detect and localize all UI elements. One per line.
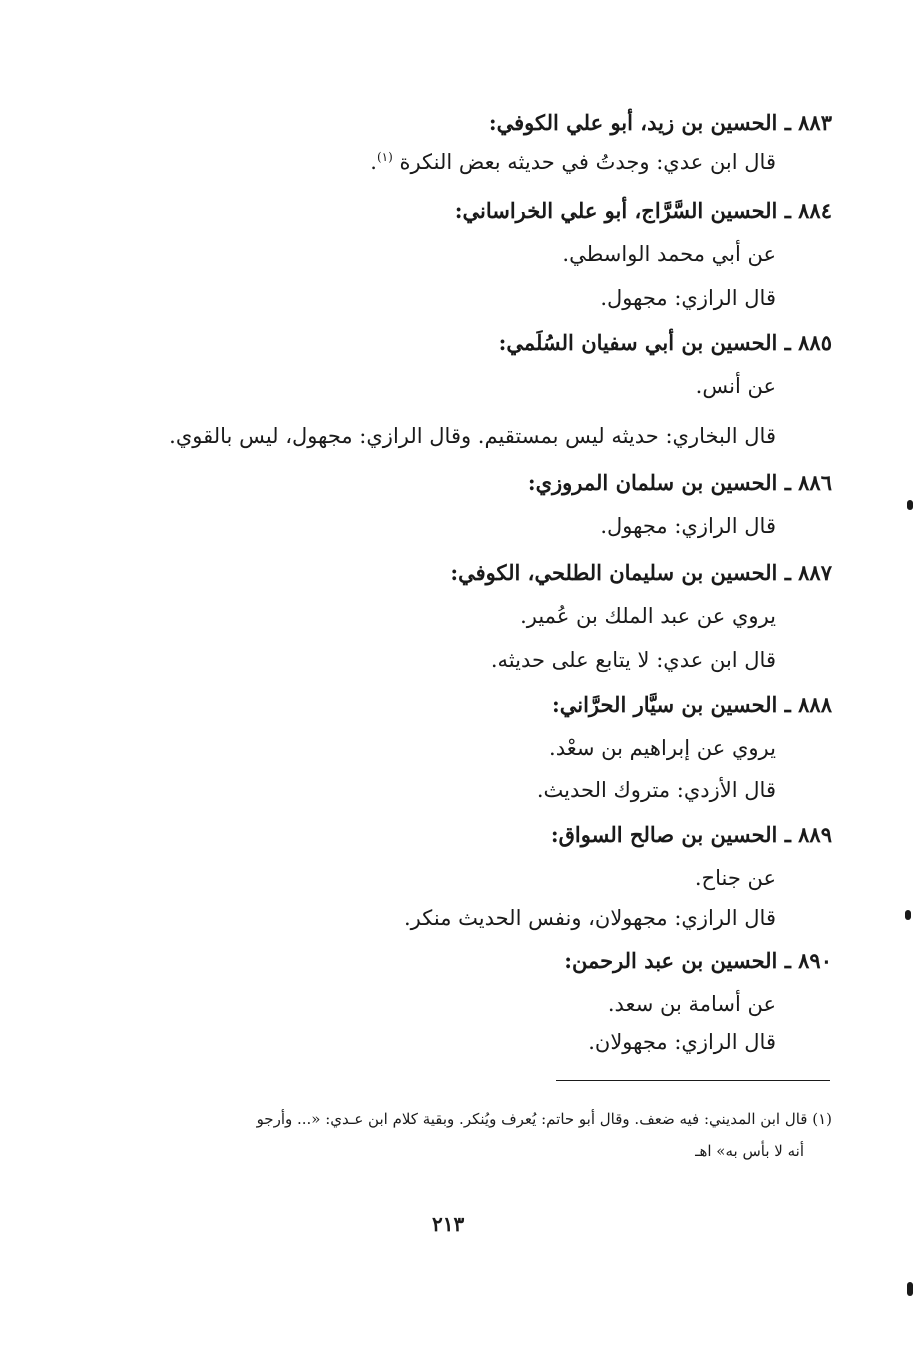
entry-884-heading: ٨٨٤ ـ الحسين السَّرَّاج، أبو علي الخراساني:	[454, 198, 832, 223]
entry-883-line-1-text: قال ابن عدي: وجدتُ في حديثه بعض النكرة	[392, 150, 776, 174]
entry-887-heading: ٨٨٧ ـ الحسين بن سليمان الطلحي، الكوفي:	[450, 560, 832, 585]
entry-888-line-1: يروي عن إبراهيم بن سعْد.	[549, 736, 776, 760]
entry-885-line-1: عن أنس.	[695, 374, 776, 398]
entry-884-line-1: عن أبي محمد الواسطي.	[562, 242, 776, 266]
entry-886-heading: ٨٨٦ ـ الحسين بن سلمان المروزي:	[527, 470, 832, 495]
entry-888-line-2: قال الأزدي: متروك الحديث.	[536, 778, 776, 802]
entry-890-line-1: عن أسامة بن سعد.	[607, 992, 776, 1016]
entry-887-line-1: يروي عن عبد الملك بن عُمير.	[520, 604, 776, 628]
margin-mark	[907, 500, 913, 510]
margin-mark	[907, 1282, 913, 1296]
entry-883-line-1	[370, 150, 776, 174]
entry-887-line-2: قال ابن عدي: لا يتابع على حديثه.	[490, 648, 776, 672]
margin-mark	[905, 910, 911, 920]
entry-884-line-2: قال الرازي: مجهول.	[600, 286, 776, 310]
entry-883-heading: ٨٨٣ ـ الحسين بن زيد، أبو علي الكوفي:	[488, 110, 832, 135]
entry-890-line-2: قال الرازي: مجهولان.	[588, 1030, 776, 1054]
footnote-separator	[556, 1080, 830, 1081]
entry-885-heading: ٨٨٥ ـ الحسين بن أبي سفيان السُلَمي:	[498, 330, 832, 355]
footnote-line-2: أنه لا بأس به» اهـ	[695, 1142, 804, 1160]
entry-886-line-1: قال الرازي: مجهول.	[600, 514, 776, 538]
entry-885-line-2: قال البخاري: حديثه ليس بمستقيم. وقال الرازي: مجهول، ليس بالقوي.	[169, 424, 776, 448]
footnote-marker: (١)	[376, 150, 393, 164]
entry-889-line-1: عن جناح.	[694, 866, 776, 890]
entry-888-heading: ٨٨٨ ـ الحسين بن سيَّار الحرَّاني:	[551, 692, 832, 717]
entry-890-heading: ٨٩٠ ـ الحسين بن عبد الرحمن:	[564, 948, 832, 973]
entry-883-line-1-end: .	[370, 150, 377, 174]
entry-889-heading: ٨٨٩ ـ الحسين بن صالح السواق:	[550, 822, 832, 847]
footnote-line-1: (١) قال ابن المديني: فيه ضعف. وقال أبو حاتم: يُعرف ويُنكر. وبقية كلام ابن عـدي: «... وأرجو	[256, 1110, 832, 1128]
entry-889-line-2: قال الرازي: مجهولان، ونفس الحديث منكر.	[404, 906, 776, 930]
page-number: ٢١٣	[432, 1212, 465, 1236]
